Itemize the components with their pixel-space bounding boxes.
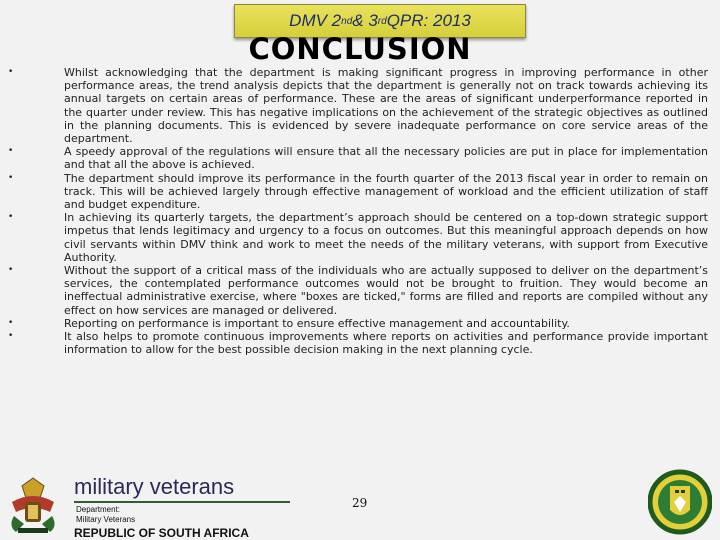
page-number: 29 xyxy=(352,496,368,510)
military-veterans-emblem-icon xyxy=(648,468,712,540)
list-item: • A speedy approval of the regulations will ensure that all the necessary policies are put in place for implementation and that all the above is achieved. xyxy=(0,145,720,171)
conclusion-list xyxy=(0,66,720,356)
banner-sup-rd: rd xyxy=(377,15,387,27)
list-item: • The department should improve its performance in the fourth quarter of the 2013 fiscal year in order to remain on track. This will be achieved largely through effective management of workload and the efficient utilization of staff and budget expenditure. xyxy=(0,172,720,212)
department-line-1: Department: xyxy=(76,505,121,514)
department-line-2: Military Veterans xyxy=(76,515,136,524)
banner-mid: & 3 xyxy=(352,11,378,30)
list-item: • In achieving its quarterly targets, the department’s approach should be centered on a top-down strategic support impetus that lends legitimacy and urgency to a focus on outcomes. But this meaningful approach depends on how civil servants within DMV think and work to meet the needs of the military veterans, with support from Executive Authority. xyxy=(0,211,720,264)
page-title: CONCLUSION xyxy=(248,32,472,66)
banner-sup-nd: nd xyxy=(341,15,353,27)
republic-label: REPUBLIC OF SOUTH AFRICA xyxy=(74,526,249,540)
department-label xyxy=(76,505,135,525)
banner-prefix: DMV 2 xyxy=(289,11,342,30)
list-item: • Whilst acknowledging that the department is making significant progress in improving performance in other performance areas, the trend analysis depicts that the department is generally not on track towards achieving its annual targets on certain areas of performance. These are the areas of significant underperformance reported in the quarter under review. This has negative implications on the achievement of the strategic objectives as outlined in the planning documents. This is evidenced by severe inadequate performance on core service areas of the department. xyxy=(0,66,720,145)
banner-suffix: QPR: 2013 xyxy=(386,11,471,30)
brand-name: military veterans xyxy=(74,474,290,503)
list-item: • It also helps to promote continuous improvements where reports on activities and performance provide important information to allow for the best possible decision making in the next planning cycle. xyxy=(0,330,720,356)
list-item: • Reporting on performance is important to ensure effective management and accountability. xyxy=(0,317,720,330)
list-item: • Without the support of a critical mass of the individuals who are actually supposed to deliver on the department’s services, the contemplated performance outcomes would not be brought to fruition. They would become an ineffectual administrative exercise, where "boxes are ticked," forms are filled and reports are compiled without any effect on how services are managed or delivered. xyxy=(0,264,720,317)
coat-of-arms-icon xyxy=(4,472,62,540)
